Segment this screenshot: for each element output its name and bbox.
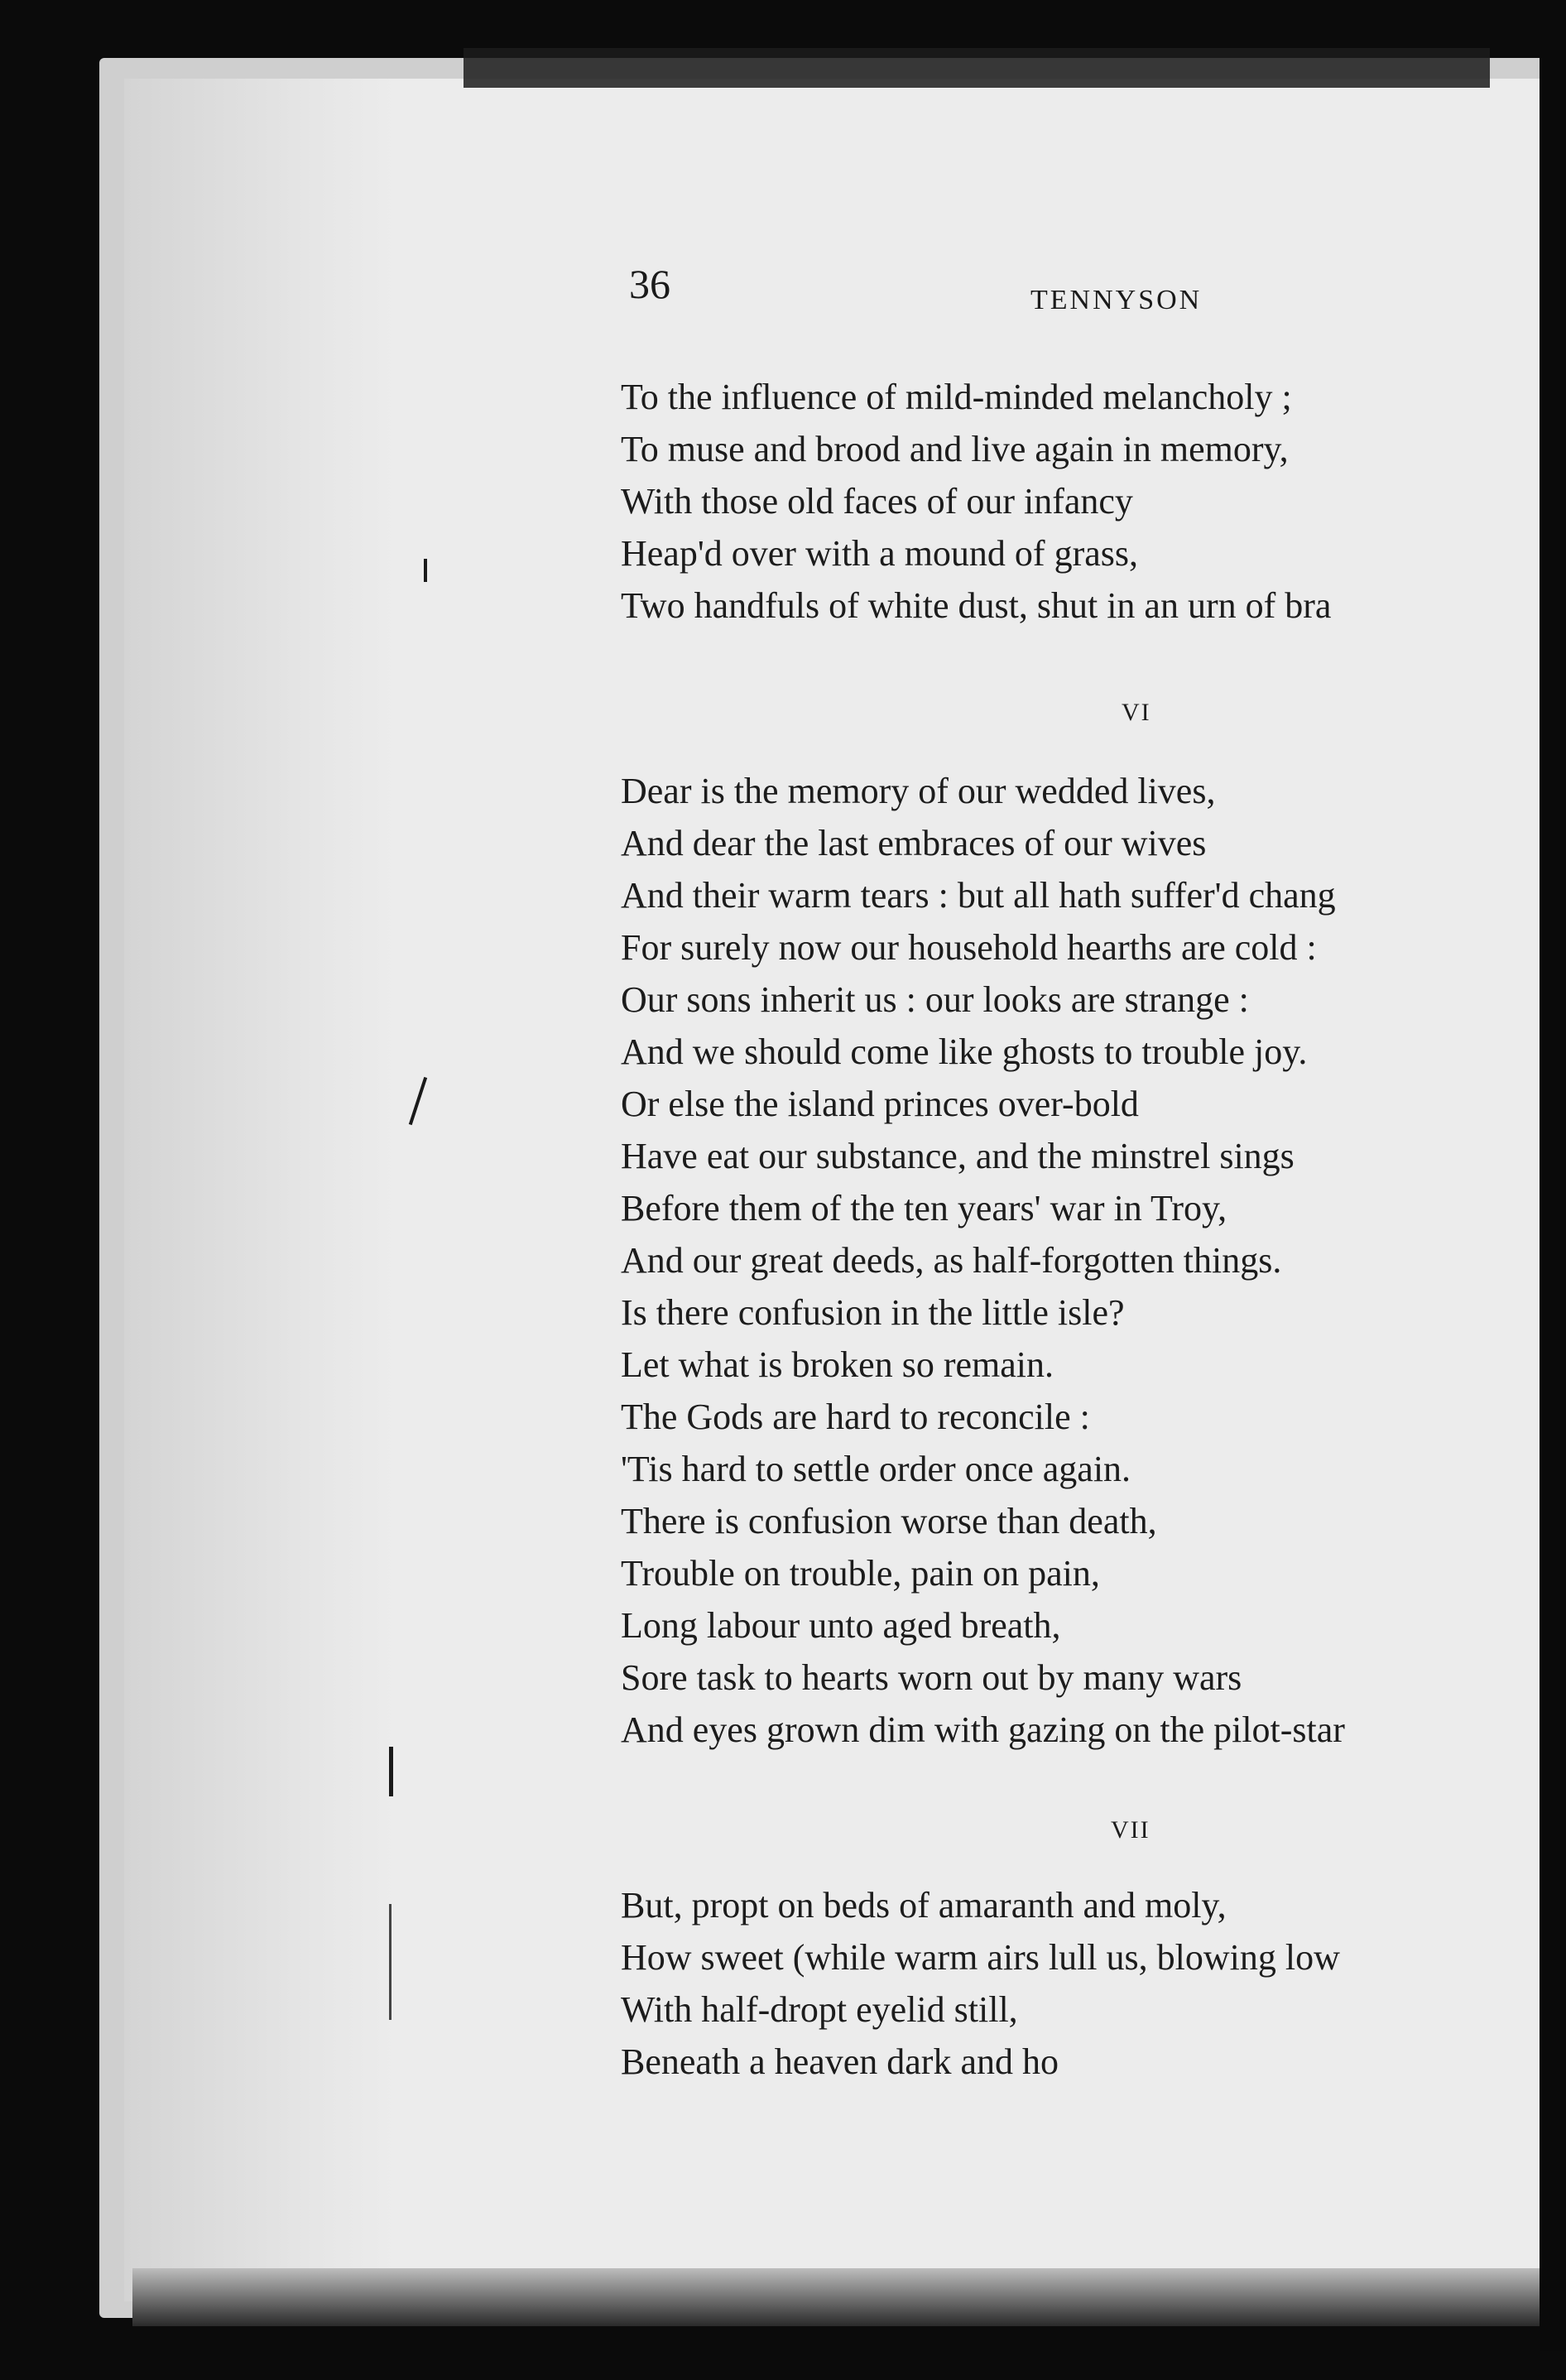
page-header (0, 263, 1566, 329)
verse-line: Let what is broken so remain. (621, 1344, 1054, 1385)
verse-line: And eyes grown dim with gazing on the pilot-star (621, 1709, 1345, 1750)
verse-line: And their warm tears : but all hath suffer'd chang (621, 875, 1336, 916)
page-gutter-shade (124, 79, 397, 2301)
verse-line: With half-dropt eyelid still, (621, 1989, 1018, 2030)
margin-mark (389, 1904, 392, 2020)
verse-line: Our sons inherit us : our looks are strange : (621, 979, 1249, 1020)
verse-line: But, propt on beds of amaranth and moly, (621, 1885, 1227, 1926)
verse-line: 'Tis hard to settle order once again. (621, 1449, 1131, 1489)
verse-line: Trouble on trouble, pain on pain, (621, 1553, 1100, 1594)
verse-line: Before them of the ten years' war in Troy, (621, 1188, 1227, 1228)
verse-line: Two handfuls of white dust, shut in an urn of bra (621, 585, 1332, 626)
section-heading-vii: VII (1111, 1816, 1150, 1844)
margin-mark (424, 559, 427, 582)
verse-line: For surely now our household hearths are cold : (621, 927, 1317, 968)
running-head: TENNYSON (1030, 285, 1203, 315)
margin-mark (389, 1747, 393, 1796)
verse-line: Heap'd over with a mound of grass, (621, 533, 1139, 574)
verse-line: To muse and brood and live again in memory, (621, 429, 1289, 469)
verse-line: And dear the last embraces of our wives (621, 823, 1207, 863)
verse-line: How sweet (while warm airs lull us, blowing low (621, 1937, 1340, 1978)
right-edge-shadow (1540, 50, 1566, 2351)
verse-line: Sore task to hearts worn out by many wars (621, 1657, 1242, 1698)
section-heading-vi: VI (1122, 699, 1151, 726)
verse-line: Beneath a heaven dark and ho (621, 2041, 1059, 2082)
verse-line: Have eat our substance, and the minstrel sings (621, 1136, 1295, 1176)
verse-line: Dear is the memory of our wedded lives, (621, 771, 1216, 811)
verse-line: With those old faces of our infancy (621, 481, 1133, 522)
page-number: 36 (629, 261, 670, 307)
bottom-edge-shadow (132, 2268, 1540, 2326)
verse-line: There is confusion worse than death, (621, 1501, 1157, 1541)
verse-line: Long labour unto aged breath, (621, 1605, 1061, 1646)
top-edge-shadow (464, 48, 1490, 88)
verse-line: Is there confusion in the little isle? (621, 1292, 1125, 1333)
verse-line: To the influence of mild-minded melancholy ; (621, 377, 1292, 417)
verse-line: And our great deeds, as half-forgotten things. (621, 1240, 1282, 1281)
verse-line: Or else the island princes over-bold (621, 1084, 1139, 1124)
verse-line: The Gods are hard to reconcile : (621, 1397, 1090, 1437)
verse-line: And we should come like ghosts to trouble joy. (621, 1031, 1308, 1072)
